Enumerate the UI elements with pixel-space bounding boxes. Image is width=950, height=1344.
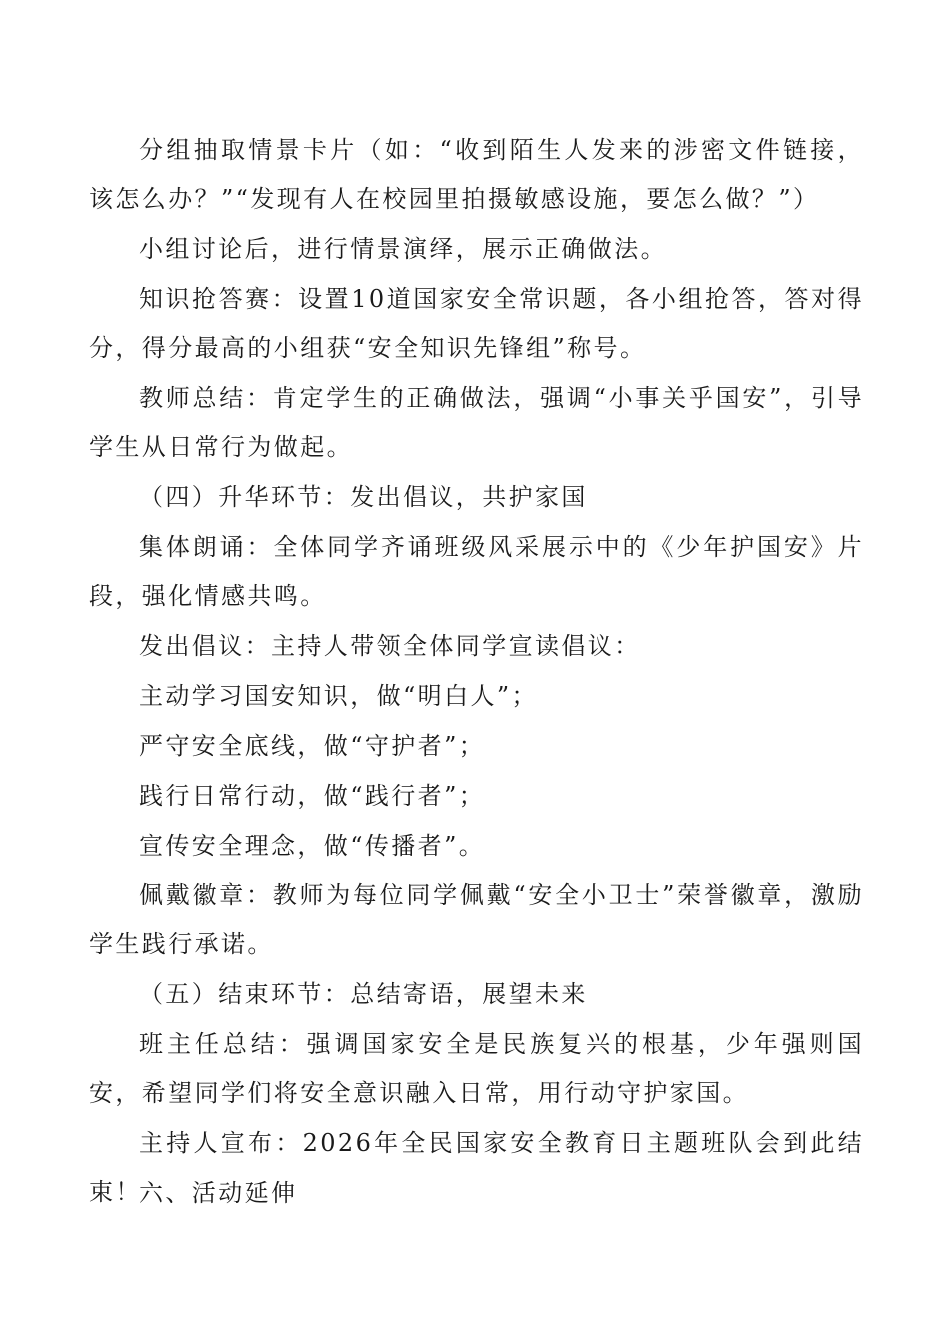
paragraph-quiz-contest: 知识抢答赛：设置10道国家安全常识题，各小组抢答，答对得分，得分最高的小组获“安全知识先锋组”称号。 [89, 285, 864, 362]
paragraph-scenario-cards: 分组抽取情景卡片（如：“收到陌生人发来的涉密文件链接，该怎么办？”“发现有人在校园里拍摄敏感设施，要怎么做？”） [89, 136, 864, 213]
pledge-item-1: 主动学习国安知识，做“明白人”； [139, 682, 538, 710]
pledge-item-2: 严守安全底线，做“守护者”； [139, 732, 486, 760]
paragraph-host-announcement: 主持人宣布：2026年全民国家安全教育日主题班队会到此结束！ [89, 1129, 864, 1206]
section-heading-four: （四）升华环节：发出倡议，共护家国 [139, 483, 588, 511]
paragraph-head-teacher-summary: 班主任总结：强调国家安全是民族复兴的根基，少年强则国安，希望同学们将安全意识融入日常，用行动守护家国。 [89, 1030, 864, 1107]
paragraph-badges: 佩戴徽章：教师为每位同学佩戴“安全小卫士”荣誉徽章，激励学生践行承诺。 [89, 881, 864, 958]
section-heading-five: （五）结束环节：总结寄语，展望未来 [139, 980, 588, 1008]
pledge-item-4: 宣传安全理念，做“传播者”。 [139, 832, 486, 860]
paragraph-recitation: 集体朗诵：全体同学齐诵班级风采展示中的《少年护国安》片段，强化情感共鸣。 [89, 533, 864, 610]
pledge-item-3: 践行日常行动，做“践行者”； [139, 782, 486, 810]
paragraph-group-discussion: 小组讨论后，进行情景演绎，展示正确做法。 [139, 235, 667, 263]
paragraph-proposal: 发出倡议：主持人带领全体同学宣读倡议： [139, 632, 641, 660]
section-heading-six: 六、活动延伸 [139, 1179, 298, 1207]
paragraph-teacher-summary: 教师总结：肯定学生的正确做法，强调“小事关乎国安”，引导学生从日常行为做起。 [89, 384, 864, 461]
